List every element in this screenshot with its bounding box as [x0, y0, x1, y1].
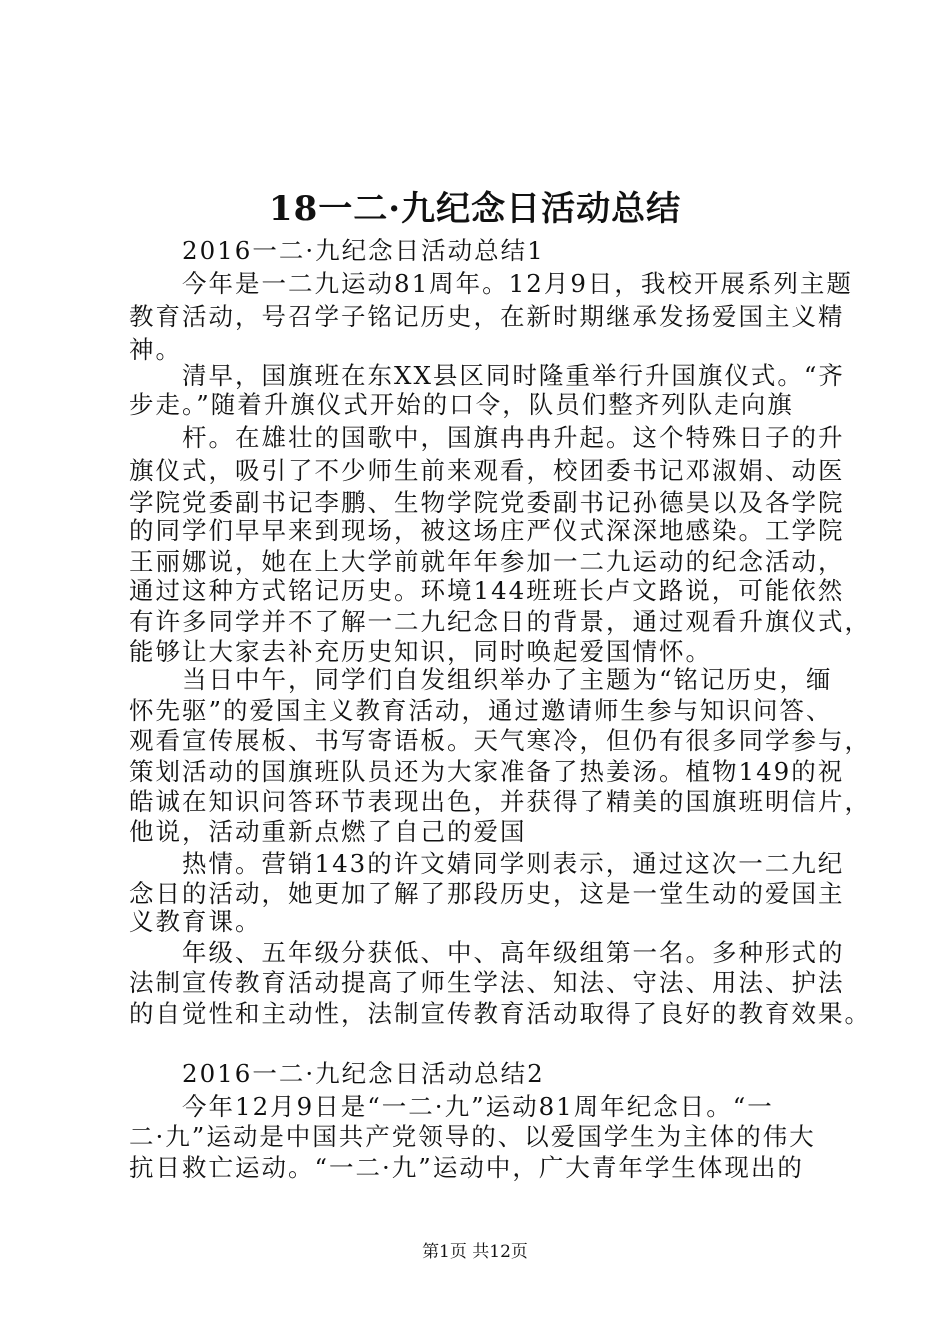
- text-line: 热情。营销143的许文婧同学则表示，通过这次一二九纪: [129, 849, 845, 878]
- text-line: 的自觉性和主动性，法制宣传教育活动取得了良好的教育效果。: [129, 999, 871, 1028]
- text-line: 抗日救亡运动。“一二·九”运动中，广大青年学生体现出的: [129, 1153, 804, 1182]
- text-line: 皓诚在知识问答环节表现出色，并获得了精美的国旗班明信片，: [129, 787, 871, 816]
- text-line: 今年12月9日是“一二·九”运动81周年纪念日。“一: [129, 1092, 774, 1121]
- text-line: 旗仪式，吸引了不少师生前来观看，校团委书记邓淑娟、动医: [129, 456, 845, 485]
- text-line: 观看宣传展板、书写寄语板。天气寒冷，但仍有很多同学参与，: [129, 726, 871, 755]
- page-indicator: 第1页 共12页: [422, 1242, 528, 1262]
- text-line: 他说，活动重新点燃了自己的爱国: [129, 817, 527, 846]
- text-line: 学院党委副书记李鹏、生物学院党委副书记孙德昊以及各学院: [129, 488, 845, 517]
- text-line: 2016一二·九纪念日活动总结2: [129, 1059, 545, 1088]
- text-line: 清早，国旗班在东XX县区同时隆重举行升国旗仪式。“齐: [129, 361, 845, 390]
- text-line: 念日的活动，她更加了解了那段历史，这是一堂生动的爱国主: [129, 879, 845, 908]
- text-line: 义教育课。: [129, 907, 262, 936]
- text-line: 教育活动，号召学子铭记历史，在新时期继承发扬爱国主义精: [129, 302, 845, 331]
- text-line: 法制宣传教育活动提高了师生学法、知法、守法、用法、护法: [129, 968, 845, 997]
- text-line: 今年是一二九运动81周年。12月9日，我校开展系列主题: [129, 269, 853, 298]
- text-line: 怀先驱”的爱国主义教育活动，通过邀请师生参与知识问答、: [129, 696, 833, 725]
- text-line: 的同学们早早来到现场，被这场庄严仪式深深地感染。工学院: [129, 516, 845, 545]
- text-line: 杆。在雄壮的国歌中，国旗冉冉升起。这个特殊日子的升: [129, 423, 845, 452]
- text-line: 策划活动的国旗班队员还为大家准备了热姜汤。植物149的祝: [129, 757, 845, 786]
- text-line: 有许多同学并不了解一二九纪念日的背景，通过观看升旗仪式，: [129, 607, 871, 636]
- text-line: 神。: [129, 335, 182, 364]
- text-line: 王丽娜说，她在上大学前就年年参加一二九运动的纪念活动，: [129, 547, 845, 576]
- text-line: 能够让大家去补充历史知识，同时唤起爱国情怀。: [129, 637, 712, 666]
- text-line: 通过这种方式铭记历史。环境144班班长卢文路说，可能依然: [129, 576, 845, 605]
- text-line: 步走。”随着升旗仪式开始的口令，队员们整齐列队走向旗: [129, 390, 794, 419]
- text-line: 2016一二·九纪念日活动总结1: [129, 236, 545, 265]
- text-line: 二·九”运动是中国共产党领导的、以爱国学生为主体的伟大: [129, 1122, 816, 1151]
- text-line: 当日中午，同学们自发组织举办了主题为“铭记历史，缅: [129, 665, 833, 694]
- text-line: 年级、五年级分获低、中、高年级组第一名。多种形式的: [129, 938, 845, 967]
- document-title: 18一二·九纪念日活动总结: [268, 189, 682, 229]
